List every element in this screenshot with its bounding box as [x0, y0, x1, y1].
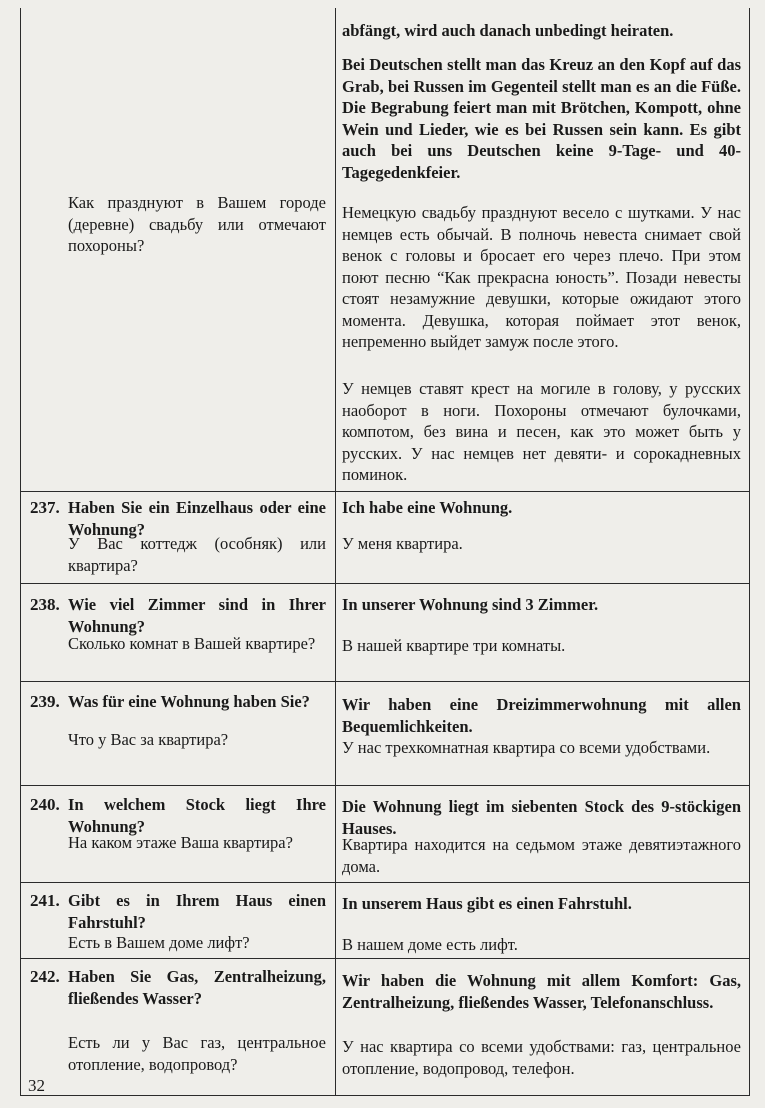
row-divider: [20, 882, 749, 883]
answer-de: Wir haben eine Dreizimmerwohnung mit allen Bequemlichkeiten.: [342, 695, 741, 736]
answer-ru: В нашем доме есть лифт.: [342, 935, 518, 954]
row-divider: [20, 583, 749, 584]
answer-ru: Квартира находится на седьмом этаже девятиэтажного дома.: [342, 835, 741, 876]
answer-de: Wir haben die Wohnung mit allem Komfort: Gas, Zentralheizung, fließendes Wasser, Telefonanschluss.: [342, 971, 741, 1012]
column-divider: [335, 8, 336, 1095]
question-ru: У Вас коттедж (особняк) или квартира?: [68, 534, 326, 575]
answer-de: In unserem Haus gibt es einen Fahrstuhl.: [342, 894, 632, 913]
answer-de: Ich habe eine Wohnung.: [342, 498, 513, 517]
question-de: Haben Sie Gas, Zentralheizung, fließendes Wasser?: [68, 967, 326, 1008]
question-ru: На каком этаже Ваша квартира?: [68, 833, 293, 852]
answer-de: In unserer Wohnung sind 3 Zimmer.: [342, 595, 599, 614]
item-number: 239.: [30, 692, 60, 711]
question-ru: Как празднуют в Вашем городе (деревне) свадьбу или отмечают похороны?: [68, 193, 326, 255]
question-ru: Есть ли у Вас газ, центральное отопление, водопровод?: [68, 1033, 326, 1074]
answer-de-continued: abfängt, wird auch danach unbedingt heiraten.: [342, 21, 674, 40]
item-number: 240.: [30, 795, 60, 814]
question-de: Gibt es in Ihrem Haus einen Fahrstuhl?: [68, 891, 326, 932]
question-de: Was für eine Wohnung haben Sie?: [68, 692, 310, 711]
question-ru: Что у Вас за квартира?: [68, 730, 229, 749]
question-de: Wie viel Zimmer sind in Ihrer Wohnung?: [68, 595, 326, 636]
answer-de-funeral: Bei Deutschen stellt man das Kreuz an den Kopf auf das Grab, bei Russen im Gegenteil stellt man es an die Füße. Die Begrabung feiert man mit Brötchen, Kompott, ohne Wein und Lieder, wie es bei Russen sein kann. Es gibt auch bei uns Deutschen keine 9-Tage- und 40-Tagegedenkfeier.: [342, 55, 741, 182]
question-de: In welchem Stock liegt Ihre Wohnung?: [68, 795, 326, 836]
answer-ru: У нас квартира со всеми удобствами: газ, центральное отопление, водопровод, телефон.: [342, 1037, 741, 1078]
item-number: 241.: [30, 891, 60, 910]
question-de: Haben Sie ein Einzelhaus oder eine Wohnung?: [68, 498, 326, 539]
answer-de: Die Wohnung liegt im siebenten Stock des 9-stöckigen Hauses.: [342, 797, 741, 838]
answer-ru-funeral: У немцев ставят крест на могиле в голову, у русских наоборот в ноги. Похороны отмечают булочками, компотом, без вина и песен, как это может быть у русских. У нас немцев нет девяти- и сорокадневных поминок.: [342, 379, 741, 484]
item-number: 237.: [30, 498, 60, 517]
answer-ru: В нашей квартире три комнаты.: [342, 636, 566, 655]
question-ru: Есть в Вашем доме лифт?: [68, 933, 250, 952]
answer-ru: У меня квартира.: [342, 534, 463, 553]
question-ru: Сколько комнат в Вашей квартире?: [68, 634, 316, 653]
item-number: 238.: [30, 595, 60, 614]
row-divider: [20, 681, 749, 682]
item-number: 242.: [30, 967, 60, 986]
row-divider: [20, 958, 749, 959]
row-divider: [20, 785, 749, 786]
page-number: 32: [28, 1076, 45, 1095]
answer-ru: У нас трехкомнатная квартира со всеми удобствами.: [342, 738, 711, 757]
row-divider: [20, 491, 749, 492]
answer-ru-wedding: Немецкую свадьбу празднуют весело с шутками. У нас немцев есть обычай. В полночь невеста снимает свой венок с головы и бросает его через плечо. При этом поют песню “Как прекрасна юность”. Позади невесты стоят незамужние девушки, которые ожидают этого момента. Девушка, которая поймает этот венок, непременно выйдет замуж после этого.: [342, 203, 741, 351]
